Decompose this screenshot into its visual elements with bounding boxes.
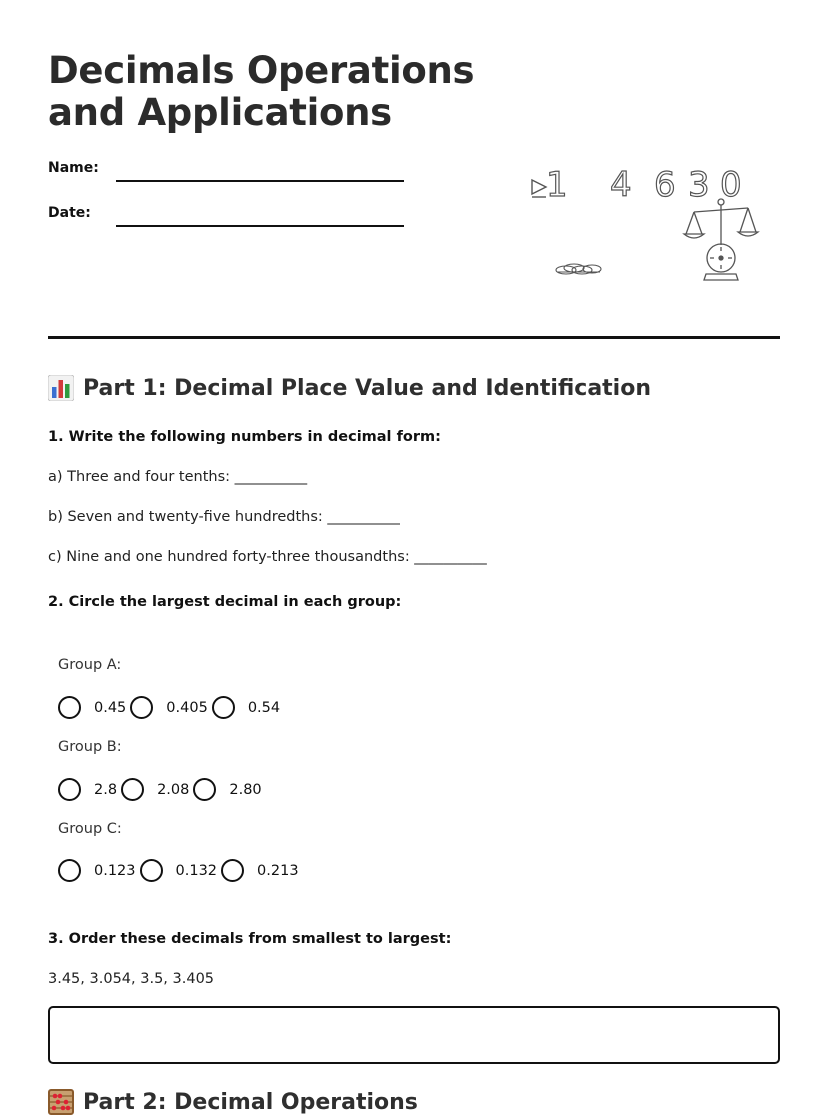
name-label: Name: [48,160,99,176]
group-b-option-3-radio[interactable] [193,778,216,801]
group-c-option-3-label: 0.213 [257,862,299,879]
group-c-option-2-radio[interactable] [140,859,163,882]
date-field[interactable] [116,225,404,227]
group-b-option-2-radio[interactable] [121,778,144,801]
section-divider [48,336,780,339]
illustration-number-1: 1 [546,165,568,205]
group-b-label: Group B: [58,739,122,755]
coins-icon [556,264,601,274]
group-a-options [58,696,284,719]
group-b-option-1-radio[interactable] [58,778,81,801]
group-c-option-2-label: 0.132 [175,862,218,879]
illustration-number-2: 4 [610,165,632,205]
part1-title: Part 1: Decimal Place Value and Identification [83,375,652,401]
group-a-option-2-label: 0.405 [166,699,208,716]
name-field[interactable] [116,180,404,182]
triangle-icon [532,180,546,197]
question-3-values: 3.45, 3.054, 3.5, 3.405 [48,971,215,987]
group-b-option-3-label: 2.80 [229,781,262,798]
page-title [48,50,474,134]
decimal-illustration [520,150,770,290]
part2-heading [48,1089,418,1115]
page-title-line-2: and Applications [48,91,392,134]
question-3-heading: 3. Order these decimals from smallest to largest: [48,931,452,947]
question-3-answer-box[interactable] [48,1006,780,1064]
balance-scale-icon [684,199,758,280]
group-a-option-2-radio[interactable] [130,696,153,719]
group-b-option-2-label: 2.08 [157,781,190,798]
group-a-option-3-label: 0.54 [247,699,281,716]
page-title-line-1: Decimals Operations [48,49,475,92]
question-2-heading: 2. Circle the largest decimal in each group: [48,594,402,610]
question-1-heading: 1. Write the following numbers in decimal form: [48,429,441,445]
question-1b: b) Seven and twenty-five hundredths: __________ [48,509,400,525]
group-c-option-3-radio[interactable] [221,859,244,882]
group-c-option-1-radio[interactable] [58,859,81,882]
part2-title: Part 2: Decimal Operations [83,1089,418,1115]
group-a-option-1-label: 0.45 [94,699,127,716]
group-c-label: Group C: [58,821,122,837]
part1-heading [48,375,651,401]
group-b-option-1-label: 2.8 [94,781,118,798]
group-b-options [58,778,266,801]
question-1c: c) Nine and one hundred forty-three thousandths: __________ [48,549,487,565]
question-1a: a) Three and four tenths: __________ [48,469,308,485]
abacus-icon [48,1089,74,1115]
group-a-option-1-radio[interactable] [58,696,81,719]
group-c-option-1-label: 0.123 [94,862,136,879]
bar-chart-icon [48,375,74,401]
illustration-number-5: 0 [720,165,742,205]
group-a-option-3-radio[interactable] [212,696,235,719]
group-a-label: Group A: [58,657,122,673]
date-label: Date: [48,205,91,221]
group-c-options [58,859,303,882]
illustration-number-4: 3 [688,165,710,205]
illustration-number-3: 6 [654,165,676,205]
